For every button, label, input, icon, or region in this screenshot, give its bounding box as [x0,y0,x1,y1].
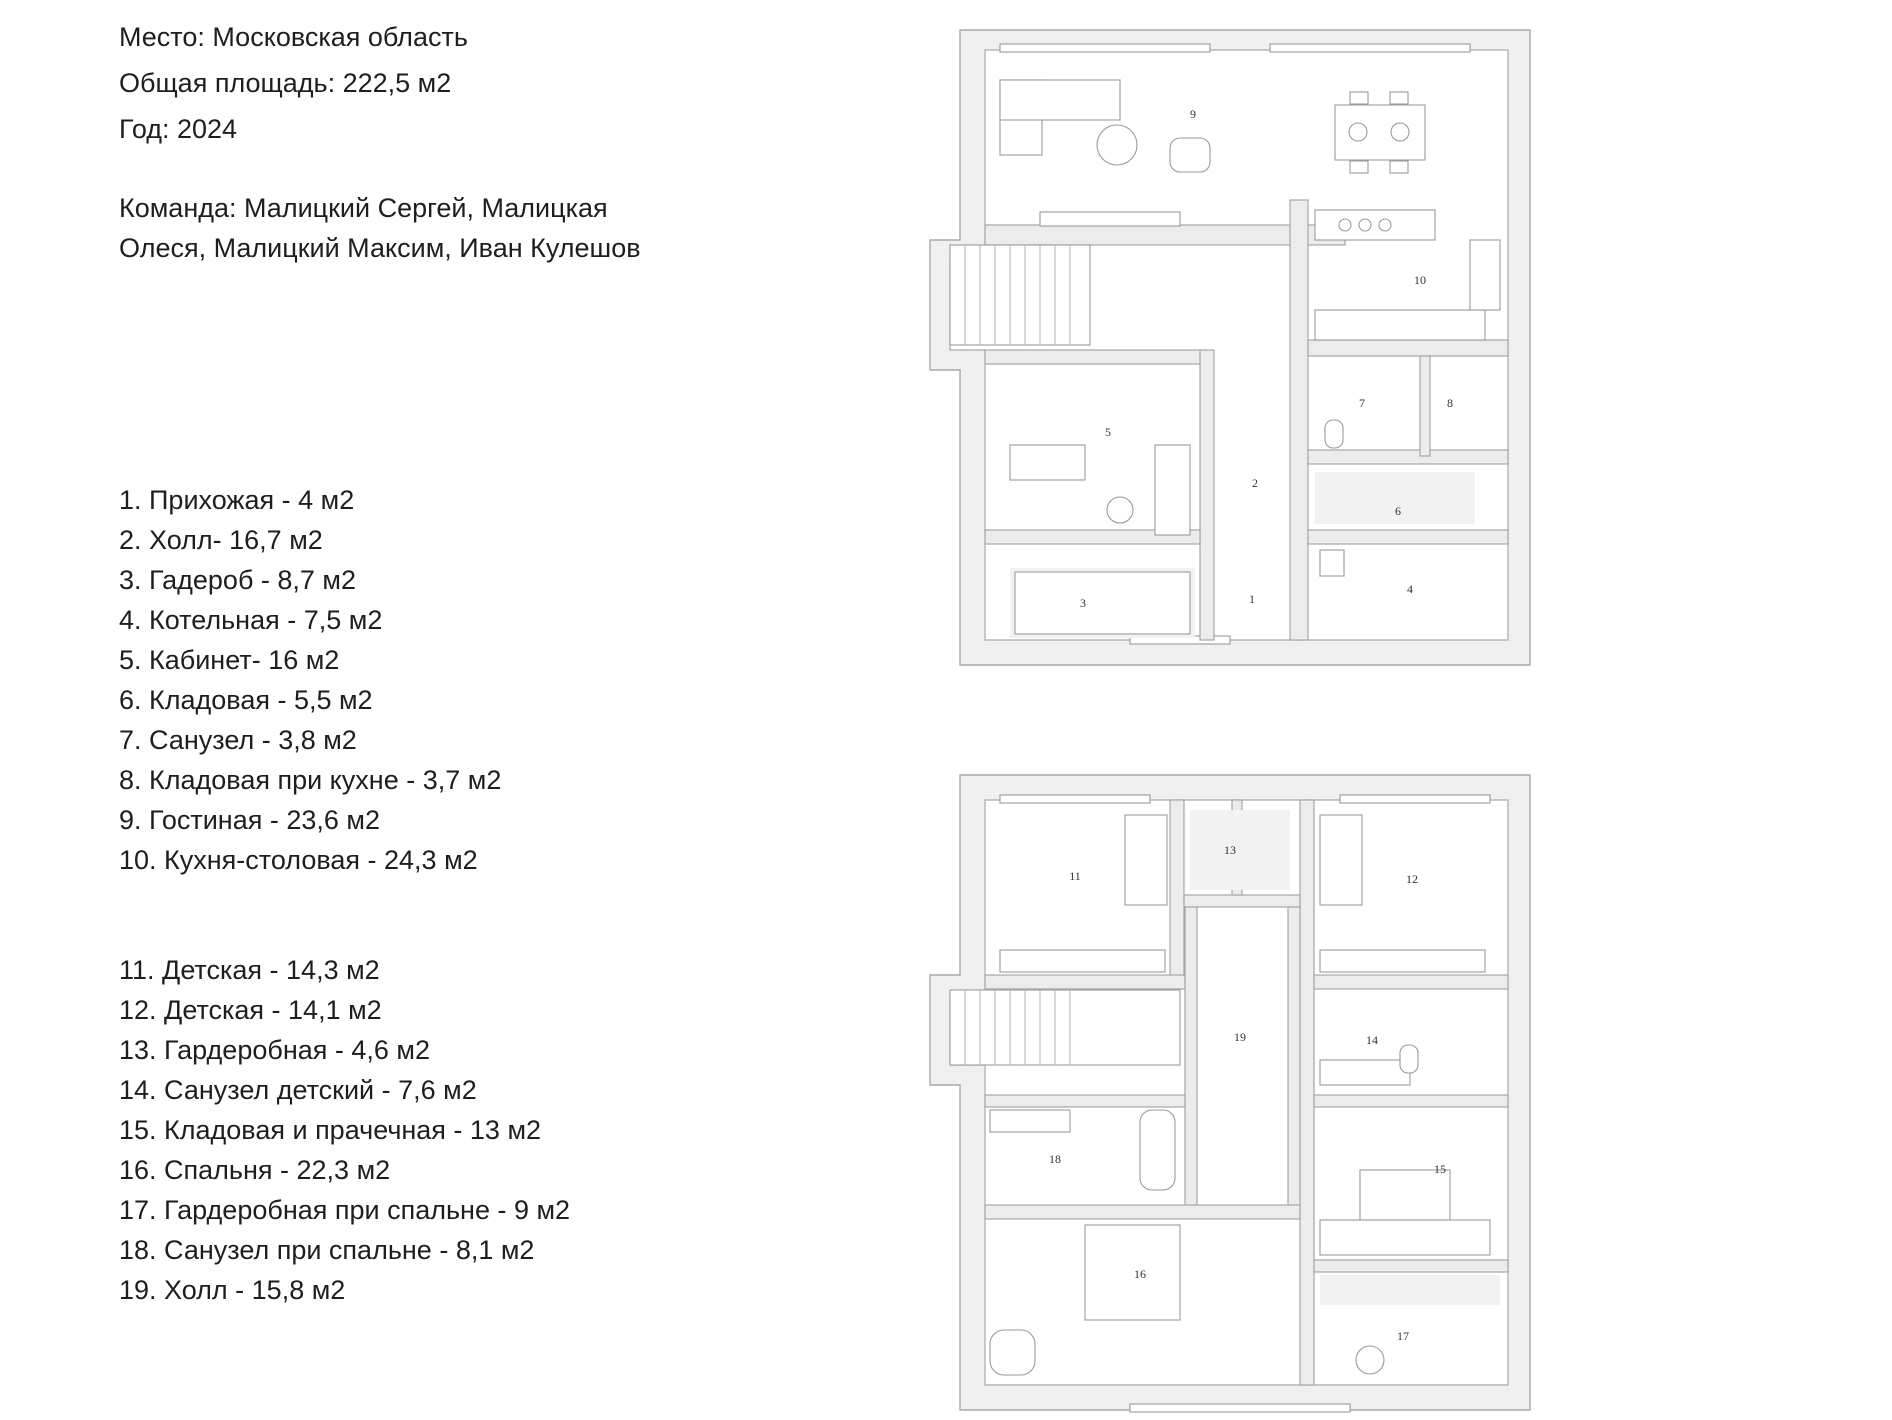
room-list-item: 18. Санузел при спальне - 8,1 м2 [119,1235,535,1265]
room-number-7: 7 [1359,395,1365,410]
room-number-10: 10 [1414,272,1426,287]
room-list-item: 8. Кладовая при кухне - 3,7 м2 [119,765,502,795]
sofa [1155,445,1190,535]
room-number-1: 1 [1249,591,1255,606]
wardrobe [1015,572,1190,634]
wall [1200,350,1214,640]
room-list-item: 1. Прихожая - 4 м2 [119,485,355,515]
wardrobe [1190,810,1290,890]
bed [1085,1225,1180,1320]
room-list-item: 4. Котельная - 7,5 м2 [119,605,383,635]
room-number-17: 17 [1397,1328,1409,1343]
side-table [1107,497,1133,523]
staircase [950,990,1180,1065]
room-list-item: 3. Гадероб - 8,7 м2 [119,565,357,595]
wall [985,975,1185,989]
chair [1390,92,1408,104]
year-text: Год: 2024 [119,114,238,144]
desk [1320,950,1485,972]
room-number-14: 14 [1366,1032,1378,1047]
window [1130,1404,1350,1412]
vanity [1320,1060,1410,1085]
room-number-8: 8 [1447,395,1453,410]
room-number-4: 4 [1407,581,1413,596]
room-number-3: 3 [1080,595,1086,610]
wall [985,1095,1185,1107]
window [1000,44,1210,52]
chair [1350,92,1368,104]
room-number-15: 15 [1434,1161,1446,1176]
wall [1308,340,1508,356]
window [1000,795,1150,803]
team-text: Команда: Малицкий Сергей, Малицкая Олеся, Малицкий Максим, Иван Кулешов [119,193,641,263]
wall [1314,975,1508,989]
room-list-item: 5. Кабинет- 16 м2 [119,645,340,675]
room-list-item: 15. Кладовая и прачечная - 13 м2 [119,1115,542,1145]
window [1270,44,1470,52]
room-number-12: 12 [1406,871,1418,886]
wardrobe [1320,1275,1500,1305]
room-number-18: 18 [1049,1151,1061,1166]
chair [1350,161,1368,173]
room-number-2: 2 [1252,475,1258,490]
room-list-item: 10. Кухня-столовая - 24,3 м2 [119,845,478,875]
wall [1314,1095,1508,1107]
room-list-item: 6. Кладовая - 5,5 м2 [119,685,373,715]
room-number-5: 5 [1105,424,1111,439]
bed [1320,815,1362,905]
room-number-13: 13 [1224,842,1236,857]
chair [1390,161,1408,173]
wall [1308,530,1508,544]
staircase [950,245,1090,345]
bathtub [1140,1110,1175,1190]
wall [1288,907,1300,1207]
toilet [1400,1045,1418,1073]
armchair [1170,138,1210,172]
wall [1290,200,1308,640]
desk [1000,950,1165,972]
desk [1010,445,1085,480]
wall [1184,895,1300,907]
vanity [990,1110,1070,1132]
room-number-19: 19 [1234,1029,1246,1044]
washer [1360,1170,1450,1220]
kitchen-counter [1315,310,1485,340]
room-list-item: 11. Детская - 14,3 м2 [119,955,380,985]
sofa [1000,80,1120,120]
room-list-item: 12. Детская - 14,1 м2 [119,995,382,1025]
wall [1420,356,1430,456]
kitchen-counter [1470,240,1500,310]
ottoman [1356,1346,1384,1374]
room-list-item: 14. Санузел детский - 7,6 м2 [119,1075,477,1105]
wall [985,350,1205,364]
window [1340,795,1490,803]
tv-console [1040,212,1180,226]
wall [1185,907,1197,1207]
room-number-11: 11 [1069,868,1081,883]
wall [1314,1260,1508,1272]
room-number-16: 16 [1134,1266,1146,1281]
place-text: Место: Московская область [119,22,468,52]
room-list-item: 2. Холл- 16,7 м2 [119,525,323,555]
room-list-item: 7. Санузел - 3,8 м2 [119,725,357,755]
floor1-plan [930,30,1530,665]
wall [985,1205,1300,1219]
wall [1170,800,1184,980]
toilet [1325,420,1343,448]
wall [1308,450,1508,464]
wall [1300,800,1314,1385]
boiler [1320,550,1344,576]
kitchen-island [1315,210,1435,240]
coffee-table [1097,125,1137,165]
armchair [990,1330,1035,1375]
room-list-item: 19. Холл - 15,8 м2 [119,1275,346,1305]
room-list-item: 16. Спальня - 22,3 м2 [119,1155,391,1185]
room-number-6: 6 [1395,503,1401,518]
room-number-9: 9 [1190,106,1196,121]
floor2-plan [930,775,1530,1412]
area-text: Общая площадь: 222,5 м2 [119,68,452,98]
room-list-item: 13. Гардеробная - 4,6 м2 [119,1035,430,1065]
room-list-item: 9. Гостиная - 23,6 м2 [119,805,380,835]
storage-shelf [1320,1220,1490,1255]
bed [1125,815,1167,905]
room-list-item: 17. Гардеробная при спальне - 9 м2 [119,1195,571,1225]
